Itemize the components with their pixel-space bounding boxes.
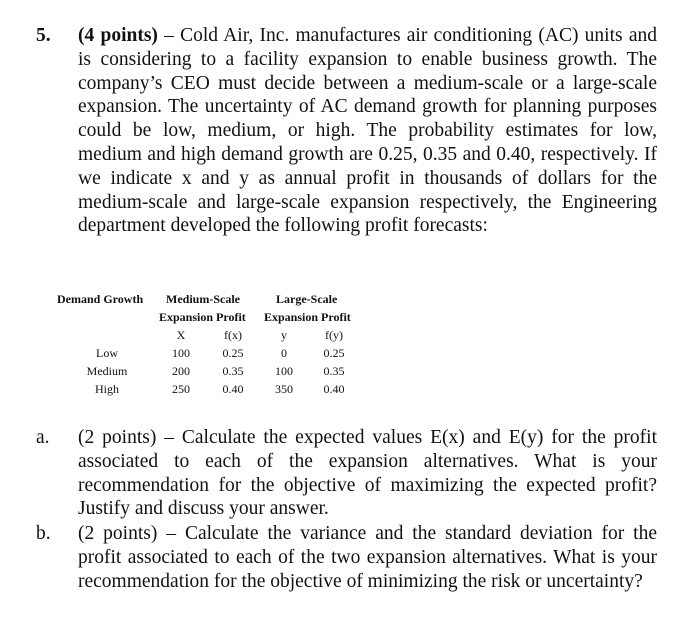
- problem-statement: [36, 24, 657, 238]
- header-large-scale: Large-Scale: [276, 292, 338, 306]
- cell-y: 100: [275, 364, 293, 378]
- cell-growth: Low: [96, 346, 118, 360]
- problem-text: – Cold Air, Inc. manufactures air conditioning (AC) units and is considering to a facility expansion to enable business growth. The company’s CEO must decide between a medium-scale or a large-scale expansion. The uncertainty of AC demand growth for planning purposes could be low, medium, or high. The probability estimates for low, medium and high demand growth are 0.25, 0.35 and 0.40, respectively. If we indicate x and y as annual profit in thousands of dollars for the medium-scale and large-scale expansion respectively, the Engineering department developed the following profit forecasts:: [78, 25, 657, 237]
- cell-x: 250: [172, 382, 190, 396]
- header-fy: f(y): [325, 328, 343, 342]
- problem-number: 5.: [36, 25, 51, 46]
- cell-x: 100: [172, 346, 190, 360]
- question-b: [36, 522, 657, 593]
- question-a-text: (2 points) – Calculate the expected values E(x) and E(y) for the profit associated to each of the expansion alternatives. What is your recommendation for the objective of maximizing the expected profit? Justify and discuss your answer.: [78, 427, 657, 520]
- cell-fy: 0.40: [323, 382, 345, 396]
- cell-fx: 0.25: [222, 346, 244, 360]
- header-medium-scale: Medium-Scale: [166, 292, 240, 306]
- cell-growth: High: [95, 382, 119, 396]
- header-fx: f(x): [224, 328, 242, 342]
- question-a: [36, 426, 657, 521]
- cell-y: 0: [281, 346, 287, 360]
- question-a-label: a.: [36, 427, 50, 448]
- cell-y: 350: [275, 382, 293, 396]
- cell-fy: 0.35: [323, 364, 345, 378]
- cell-fy: 0.25: [323, 346, 345, 360]
- header-large-expansion-profit: Expansion Profit: [264, 310, 351, 324]
- problem-points: (4 points): [78, 25, 158, 46]
- cell-fx: 0.35: [222, 364, 244, 378]
- question-b-text: (2 points) – Calculate the variance and the standard deviation for the profit associated to each of the two expansion alternatives. What is your recommendation for the objective of minimizing the risk or uncertainty?: [78, 523, 657, 592]
- cell-fx: 0.40: [222, 382, 244, 396]
- cell-x: 200: [172, 364, 190, 378]
- header-y: y: [281, 328, 287, 342]
- question-b-label: b.: [36, 523, 51, 544]
- header-x: X: [176, 328, 186, 342]
- header-medium-expansion-profit: Expansion Profit: [159, 310, 246, 324]
- header-demand-growth: Demand Growth: [57, 292, 144, 306]
- cell-growth: Medium: [86, 364, 128, 378]
